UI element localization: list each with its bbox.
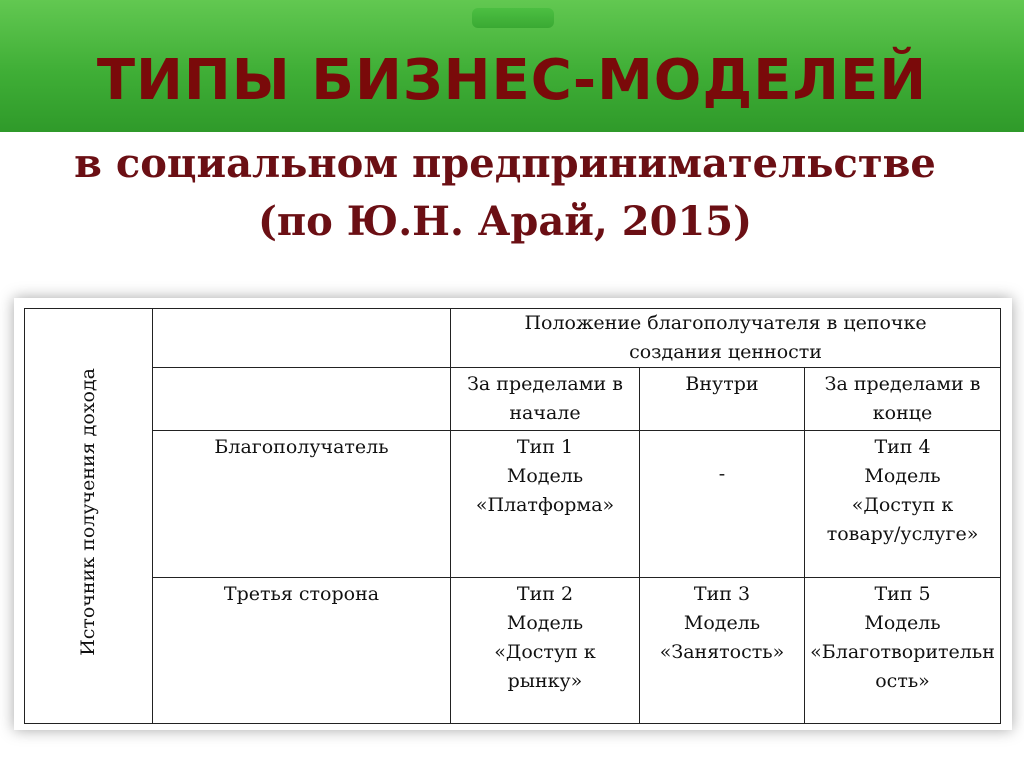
table-header-row-2 xyxy=(25,368,1001,431)
column-header-start: За пределами в начале xyxy=(451,368,640,431)
cell-model-name: «Доступ к товару/услуге» xyxy=(826,494,979,545)
cell-model-name: «Платформа» xyxy=(475,494,615,516)
cell-type: Тип 5 xyxy=(874,583,931,605)
table-row xyxy=(25,431,1001,578)
cell-model-name: «Благотворительность» xyxy=(810,641,995,692)
row-label-third-party: Третья сторона xyxy=(153,578,451,724)
cell-type-5 xyxy=(805,578,1001,724)
slide-subtitle-line1: в социальном предпринимательстве xyxy=(74,140,936,187)
slide-subtitle-line2: (по Ю.Н. Арай, 2015) xyxy=(257,198,753,245)
cell-type: Тип 2 xyxy=(516,583,574,605)
column-group-header: Положение благополучателя в цепочке создания ценности xyxy=(451,309,1001,368)
cell-type-3 xyxy=(640,578,805,724)
cell-dash: - xyxy=(718,463,726,485)
cell-type-1 xyxy=(451,431,640,578)
row-axis-label: Источник получения дохода xyxy=(77,367,99,656)
row-axis-label-cell xyxy=(25,309,153,724)
business-models-table xyxy=(24,308,1001,724)
row-label-beneficiary: Благополучатель xyxy=(153,431,451,578)
empty-header-cell xyxy=(153,368,451,431)
cell-type: Тип 3 xyxy=(693,583,751,605)
table-row xyxy=(25,578,1001,724)
cell-model-name: «Доступ к рынку» xyxy=(494,641,596,692)
cell-model-name: «Занятость» xyxy=(659,641,785,663)
column-header-end: За пределами в конце xyxy=(805,368,1001,431)
cell-type: Тип 4 xyxy=(874,436,931,458)
slide-title: ТИПЫ БИЗНЕС-МОДЕЛЕЙ xyxy=(96,48,928,113)
cell-type-2 xyxy=(451,578,640,724)
empty-header-cell xyxy=(153,309,451,368)
cell-empty-dash xyxy=(640,431,805,578)
cell-type: Тип 1 xyxy=(516,436,574,458)
cell-model: Модель xyxy=(506,612,584,634)
cell-model: Модель xyxy=(683,612,761,634)
banner-tab-decoration xyxy=(472,8,554,28)
cell-type-4 xyxy=(805,431,1001,578)
column-header-inside: Внутри xyxy=(640,368,805,431)
cell-model: Модель xyxy=(864,465,941,487)
cell-model: Модель xyxy=(864,612,941,634)
table-header-row-1 xyxy=(25,309,1001,368)
cell-model: Модель xyxy=(506,465,584,487)
